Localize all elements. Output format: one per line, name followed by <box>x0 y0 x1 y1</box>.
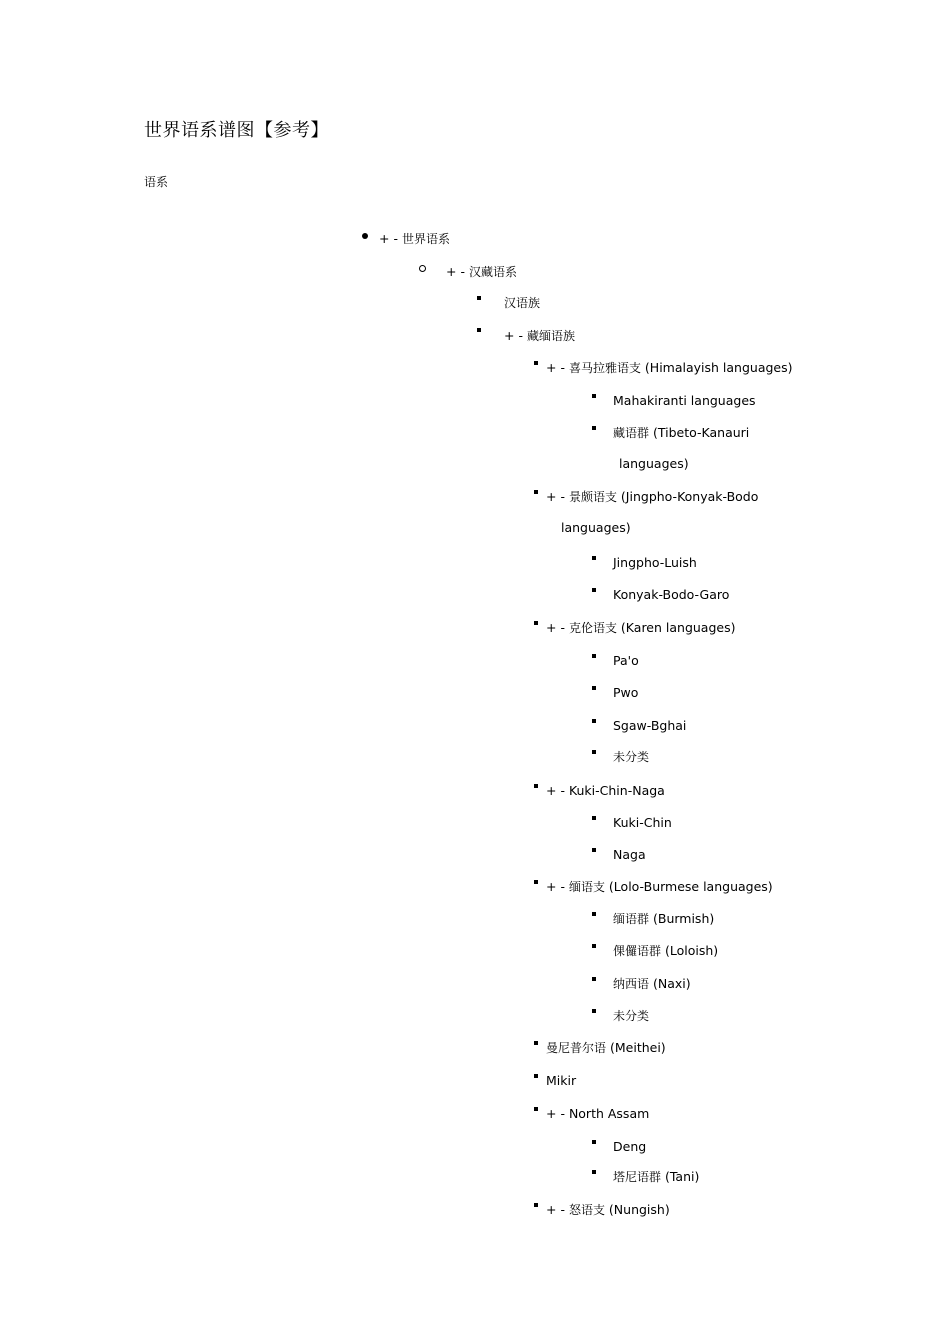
node-label-latin: Mahakiranti languages <box>613 393 756 408</box>
bullet-square-icon <box>592 1170 596 1174</box>
node-label-zh: 塔尼语群 <box>613 1170 662 1184</box>
node-label-latin: (Himalayish languages) <box>640 360 793 375</box>
bullet-square-icon <box>592 719 596 723</box>
node-label-latin: (Jingpho-Konyak-Bodo <box>616 489 759 504</box>
node-label-continuation: languages) <box>561 520 631 535</box>
node-label-latin: Sgaw-Bghai <box>613 718 687 733</box>
node-label-latin: Deng <box>613 1139 647 1154</box>
bullet-square-icon <box>534 490 538 494</box>
bullet-square-icon <box>592 394 596 398</box>
tree-node-subgroup-mahakiranti <box>613 393 756 409</box>
tree-node-group-meithei <box>546 1040 666 1056</box>
node-label-zh: 纳西语 <box>613 977 650 991</box>
node-label-latin: (Naxi) <box>649 976 691 991</box>
tree-node-branch-sinitic <box>504 295 540 311</box>
node-label-latin: Kuki-Chin-Naga <box>568 783 665 798</box>
node-label-latin: Mikir <box>546 1073 577 1088</box>
expand-collapse-toggle[interactable]: + - <box>446 264 469 279</box>
node-label-zh: 景颇语支 <box>568 490 617 504</box>
bullet-square-icon <box>534 1107 538 1111</box>
node-label-latin: (Nungish) <box>604 1202 670 1217</box>
tree-node-group-jingpho-konyak-bodo <box>546 489 758 505</box>
node-label-zh: 缅语支 <box>568 880 605 894</box>
tree-node-subgroup-konyak-bodo-garo <box>613 587 729 603</box>
node-label-zh: 藏缅语族 <box>526 329 575 343</box>
tree-node-subgroup-burmish <box>613 911 714 927</box>
tree-node-subgroup-deng <box>613 1139 646 1155</box>
expand-collapse-toggle[interactable]: + - <box>379 231 402 246</box>
bullet-square-icon <box>592 1140 596 1144</box>
node-label-latin: Pwo <box>613 685 639 700</box>
document-subtitle: 语系 <box>144 175 169 189</box>
tree-node-group-kuki-chin-naga <box>546 783 665 799</box>
tree-node-group-mikir <box>546 1073 576 1089</box>
node-label-zh: 缅语群 <box>613 912 650 926</box>
node-label-zh: 未分类 <box>613 1009 650 1023</box>
tree-node-group-karen <box>546 620 735 636</box>
node-label-latin: Naga <box>613 847 646 862</box>
expand-collapse-toggle[interactable]: + - <box>546 879 569 894</box>
tree-node-subgroup-jingpho-luish <box>613 555 697 571</box>
tree-node-subgroup-sgaw-bghai <box>613 718 686 734</box>
node-label-latin: North Assam <box>568 1106 650 1121</box>
node-label-latin: (Lolo-Burmese languages) <box>604 879 773 894</box>
node-label-continuation: languages) <box>619 456 689 471</box>
bullet-circle-icon <box>419 265 426 272</box>
tree-node-group-north-assam <box>546 1106 649 1122</box>
expand-collapse-toggle[interactable]: + - <box>546 620 569 635</box>
tree-node-subgroup-pao <box>613 653 639 669</box>
bullet-disc-icon <box>362 233 368 239</box>
tree-node-subgroup-kuki-chin <box>613 815 672 831</box>
bullet-square-icon <box>592 556 596 560</box>
node-label-latin: (Karen languages) <box>616 620 736 635</box>
tree-node-subgroup-loloish <box>613 943 718 959</box>
expand-collapse-toggle[interactable]: + - <box>546 783 569 798</box>
tree-node-subgroup-tibeto-kanauri <box>613 425 749 441</box>
node-label-zh: 曼尼普尔语 <box>546 1041 607 1055</box>
node-label-latin: Kuki-Chin <box>613 815 672 830</box>
node-label-zh: 倮儸语群 <box>613 944 662 958</box>
tree-node-subgroup-naga <box>613 847 646 863</box>
bullet-square-icon <box>592 750 596 754</box>
node-label-zh: 未分类 <box>613 750 650 764</box>
bullet-square-icon <box>534 1041 538 1045</box>
node-label-zh: 汉语族 <box>504 296 541 310</box>
bullet-square-icon <box>477 328 481 332</box>
bullet-square-icon <box>477 296 481 300</box>
tree-node-group-lolo-burmese <box>546 879 773 895</box>
node-label-zh: 喜马拉雅语支 <box>568 361 641 375</box>
bullet-square-icon <box>592 944 596 948</box>
node-label-latin: (Tibeto-Kanauri <box>649 425 750 440</box>
expand-collapse-toggle[interactable]: + - <box>504 328 527 343</box>
bullet-square-icon <box>534 1203 538 1207</box>
tree-node-group-himalayish <box>546 360 793 376</box>
expand-collapse-toggle[interactable]: + - <box>546 489 569 504</box>
tree-node-group-nungish <box>546 1202 670 1218</box>
node-label-zh: 怒语支 <box>568 1203 605 1217</box>
bullet-square-icon <box>592 912 596 916</box>
bullet-square-icon <box>592 426 596 430</box>
tree-node-tree-root <box>379 231 450 247</box>
node-label-zh: 汉藏语系 <box>468 265 517 279</box>
node-label-latin: (Burmish) <box>649 911 715 926</box>
bullet-square-icon <box>592 977 596 981</box>
bullet-square-icon <box>592 848 596 852</box>
node-label-latin: Pa'o <box>613 653 639 668</box>
expand-collapse-toggle[interactable]: + - <box>546 1202 569 1217</box>
bullet-square-icon <box>534 1074 538 1078</box>
node-label-latin: (Meithei) <box>606 1040 666 1055</box>
expand-collapse-toggle[interactable]: + - <box>546 360 569 375</box>
expand-collapse-toggle[interactable]: + - <box>546 1106 569 1121</box>
bullet-square-icon <box>592 816 596 820</box>
bullet-square-icon <box>534 784 538 788</box>
tree-node-subgroup-tani <box>613 1169 699 1185</box>
bullet-square-icon <box>534 621 538 625</box>
bullet-square-icon <box>592 588 596 592</box>
node-label-zh: 世界语系 <box>401 232 450 246</box>
tree-node-subgroup-naxi <box>613 976 691 992</box>
tree-node-family-sino-tibetan <box>446 264 517 280</box>
node-label-latin: Jingpho-Luish <box>613 555 697 570</box>
bullet-square-icon <box>534 880 538 884</box>
node-label-zh: 克伦语支 <box>568 621 617 635</box>
bullet-square-icon <box>592 654 596 658</box>
tree-node-subgroup-karen-unclassified <box>613 749 649 765</box>
tree-node-subgroup-pwo <box>613 685 638 701</box>
tree-node-subgroup-lolo-unclassified <box>613 1008 649 1024</box>
tree-node-branch-tibeto-burman <box>504 328 575 344</box>
document-title: 世界语系谱图【参考】 <box>144 120 329 141</box>
bullet-square-icon <box>592 1009 596 1013</box>
node-label-latin: Konyak-Bodo-Garo <box>613 587 730 602</box>
node-label-latin: (Tani) <box>661 1169 700 1184</box>
node-label-latin: (Loloish) <box>661 943 719 958</box>
node-label-zh: 藏语群 <box>613 426 650 440</box>
bullet-square-icon <box>592 686 596 690</box>
bullet-square-icon <box>534 361 538 365</box>
